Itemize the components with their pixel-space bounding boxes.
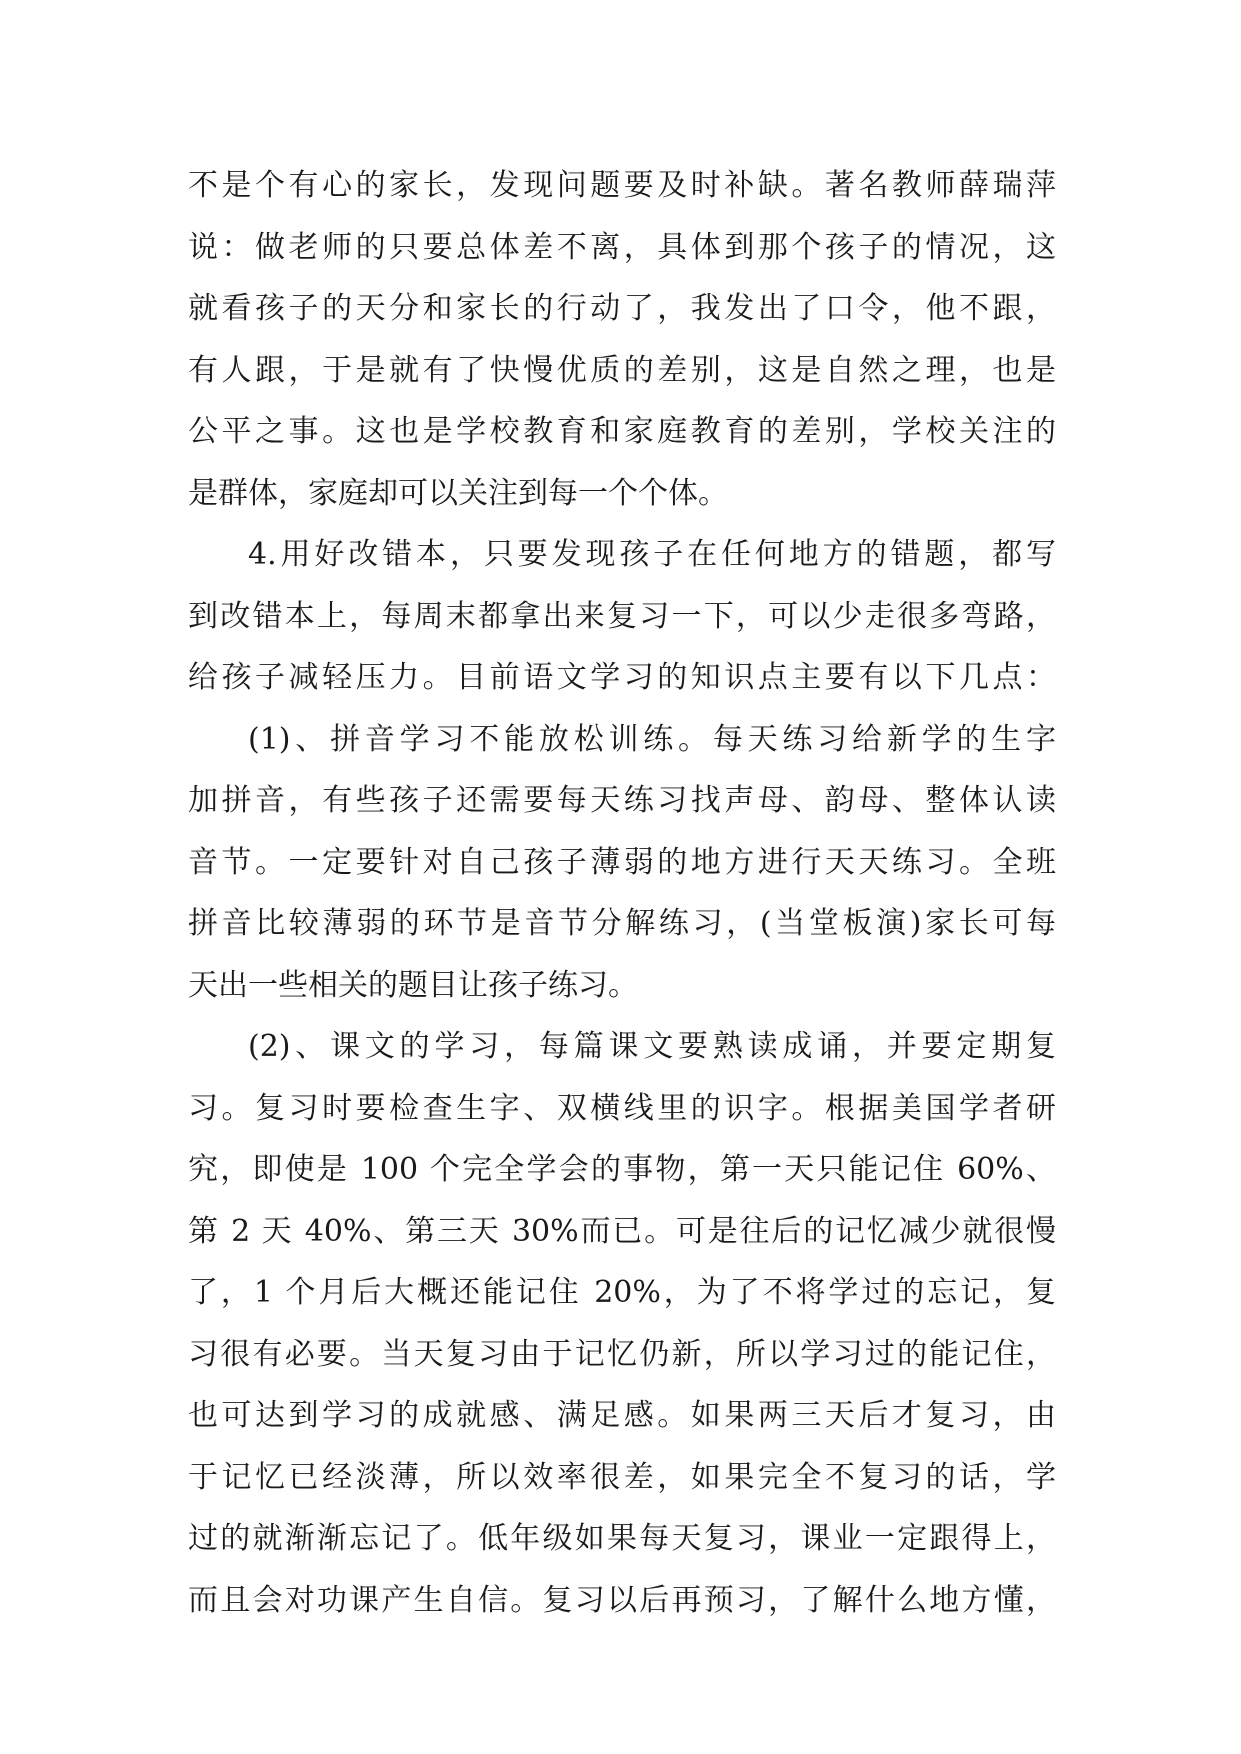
text-line: 有人跟，于是就有了快慢优质的差别，这是自然之理，也是 <box>188 352 1056 388</box>
text-line: 公平之事。这也是学校教育和家庭教育的差别，学校关注的 <box>188 414 1056 449</box>
text-line: 过的就渐渐忘记了。低年级如果每天复习，课业一定跟得上， <box>188 1521 1056 1556</box>
text-line: 不是个有心的家长，发现问题要及时补缺。著名教师薛瑞萍 <box>188 168 1056 203</box>
text-line: 天出一些相关的题目让孩子练习。 <box>188 967 638 1003</box>
text-line: 是群体，家庭却可以关注到每一个个体。 <box>188 475 728 511</box>
document-body <box>188 155 1056 1631</box>
text-line: 拼音比较薄弱的环节是音节分解练习，(当堂板演)家长可每 <box>188 906 1056 941</box>
text-line: 于记忆已经淡薄，所以效率很差，如果完全不复习的话，学 <box>188 1459 1056 1495</box>
text-line: 到改错本上，每周末都拿出来复习一下，可以少走很多弯路， <box>188 598 1056 634</box>
text-line: 就看孩子的天分和家长的行动了，我发出了口令，他不跟， <box>188 291 1056 326</box>
text-line: 说：做老师的只要总体差不离，具体到那个孩子的情况，这 <box>188 229 1056 265</box>
text-line: 第 2 天 40%、第三天 30%而已。可是往后的记忆减少就很慢 <box>188 1213 1056 1249</box>
text-line: 习。复习时要检查生字、双横线里的识字。根据美国学者研 <box>188 1090 1056 1126</box>
text-line: 也可达到学习的成就感、满足感。如果两三天后才复习，由 <box>188 1398 1056 1433</box>
text-line: 4.用好改错本，只要发现孩子在任何地方的错题，都写 <box>248 537 1056 572</box>
text-line: 了，1 个月后大概还能记住 20%，为了不将学过的忘记，复 <box>188 1275 1056 1310</box>
text-line: 习很有必要。当天复习由于记忆仍新，所以学习过的能记住， <box>188 1336 1056 1372</box>
text-line: 加拼音，有些孩子还需要每天练习找声母、韵母、整体认读 <box>188 783 1056 818</box>
text-line: 而且会对功课产生自信。复习以后再预习，了解什么地方懂， <box>188 1582 1056 1618</box>
text-line: 音节。一定要针对自己孩子薄弱的地方进行天天练习。全班 <box>188 844 1056 880</box>
text-line: (1)、拼音学习不能放松训练。每天练习给新学的生字 <box>248 721 1056 757</box>
text-line: (2)、课文的学习，每篇课文要熟读成诵，并要定期复 <box>248 1029 1056 1064</box>
text-line: 给孩子减轻压力。目前语文学习的知识点主要有以下几点： <box>188 660 1056 695</box>
text-line: 究，即使是 100 个完全学会的事物，第一天只能记住 60%、 <box>188 1152 1056 1187</box>
